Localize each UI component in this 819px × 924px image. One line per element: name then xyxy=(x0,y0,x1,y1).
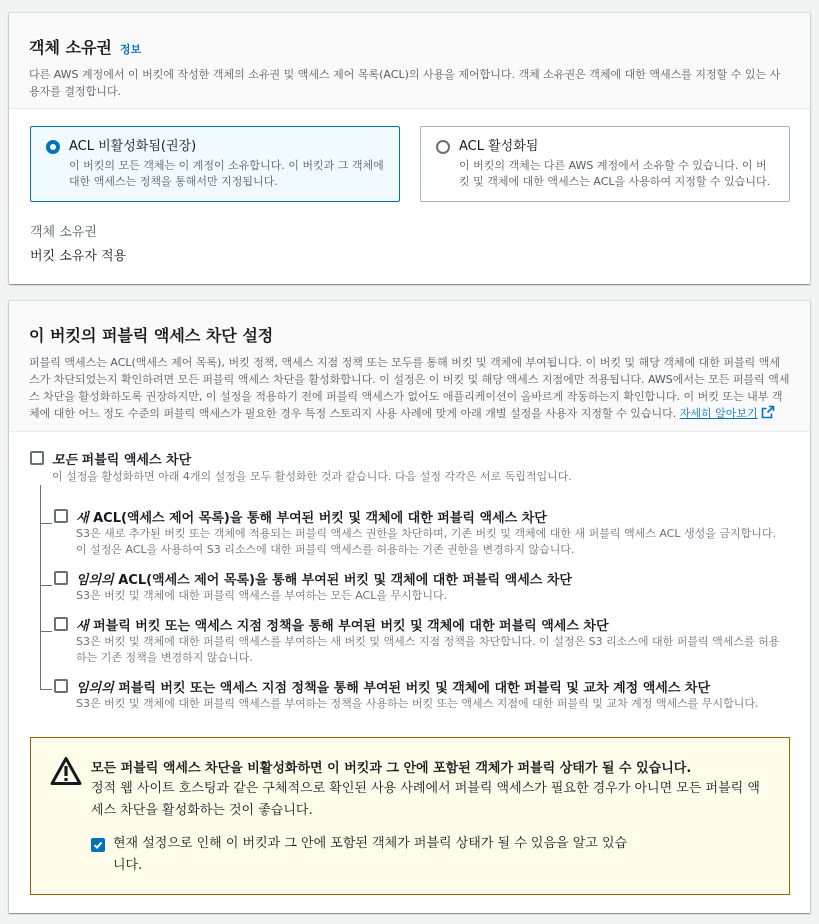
block-new-acls-title-em: 새 xyxy=(76,511,89,526)
block-new-policies-title-em: 새 xyxy=(76,619,89,634)
options-tree-line xyxy=(40,485,41,689)
block-new-policies-title-rest: 퍼블릭 버킷 또는 액세스 지점 정책을 통해 부여된 버킷 및 객체에 대한 퍼블릭 액세스 차단 xyxy=(88,619,609,634)
acl-enabled-radio[interactable] xyxy=(436,140,450,154)
acl-disabled-radio[interactable] xyxy=(46,140,60,154)
block-any-acls-title-rest: ACL(액세스 제어 목록)을 통해 부여된 버킷 및 객체에 대한 퍼블릭 액세스 차단 xyxy=(113,573,572,588)
block-any-policies-title-rest: 퍼블릭 버킷 또는 액세스 지점 정책을 통해 부여된 버킷 및 객체에 대한 퍼블릭 및 교차 계정 액세스 차단 xyxy=(113,681,711,696)
block-public-access-title: 이 버킷의 퍼블릭 액세스 차단 설정 xyxy=(29,326,274,345)
warning-description: 정적 웹 사이트 호스팅과 같은 구체적으로 확인된 사용 사례에서 퍼블릭 액세스가 필요한 경우가 아니면 모든 퍼블릭 액세스 차단을 활성화하는 것이 좋습니다. xyxy=(91,781,760,818)
acl-enabled-description: 이 버킷의 객체는 다른 AWS 계정에서 소유할 수 있습니다. 이 버킷 및 객체에 대한 액세스는 ACL을 사용하여 지정할 수 있습니다. xyxy=(459,159,771,188)
acl-enabled-label: ACL 활성화됨 xyxy=(459,139,539,154)
block-all-title-em: 모든 xyxy=(52,453,78,468)
warning-triangle-icon xyxy=(50,756,82,790)
block-any-acls-title xyxy=(76,569,572,588)
block-all-description: 이 설정을 활성화하면 아래 4개의 설정을 모두 활성화한 것과 같습니다. 다음 설정 각각은 서로 독립적입니다. xyxy=(52,470,572,483)
block-public-access-description xyxy=(29,354,790,424)
block-new-policies-title xyxy=(76,615,609,634)
block-public-access-description-text: 퍼블릭 액세스는 ACL(액세스 제어 목록), 버킷 정책, 액세스 지점 정책 또는 모두를 통해 버킷 및 객체에 부여됩니다. 이 버킷 및 해당 객체에 대한 퍼블릭 액세스가 차단되었는지 확인하려면 모든 퍼블릭 액세스 차단을 활성화합니다. 이 설정은 이 버킷 및 해당 액세스 지점에만 적용됩니다. AWS에서는 모든 퍼블릭 액세스 차단을 활성화하도록 권장하지만, 이 설정을 적용하기 전에 퍼블릭 액세스가 없어도 애플리케이션이 올바르게 작동하는지 확인합니다. 이 버킷 또는 내부 객체에 대한 어느 정도 수준의 퍼블릭 액세스가 필요한 경우 특정 스토리지 사용 사례에 맞게 아래 개별 설정을 사용자 지정할 수 있습니다. xyxy=(29,356,790,420)
object-ownership-header xyxy=(9,13,810,109)
block-any-policies-description: S3은 버킷 및 객체에 대한 퍼블릭 액세스를 부여하는 정책을 사용하는 버킷 또는 액세스 지점에 대한 퍼블릭 및 교차 계정 액세스를 무시합니다. xyxy=(76,697,759,710)
acl-disabled-tile[interactable] xyxy=(30,126,400,202)
external-link-icon[interactable] xyxy=(761,405,775,424)
object-ownership-field-label: 객체 소유권 xyxy=(30,225,97,240)
check-icon xyxy=(93,840,103,850)
warning-title: 모든 퍼블릭 액세스 차단을 비활성화하면 이 버킷과 그 안에 포함된 객체가 퍼블릭 상태가 될 수 있습니다. xyxy=(91,761,692,776)
block-new-acls-title xyxy=(76,507,547,526)
block-all-title-rest: 퍼블릭 액세스 차단 xyxy=(77,453,192,468)
tree-branch-3 xyxy=(40,631,52,632)
block-new-policies-checkbox[interactable] xyxy=(54,617,68,631)
acl-enabled-tile[interactable] xyxy=(420,126,790,202)
acl-disabled-label: ACL 비활성화됨(권장) xyxy=(69,139,197,154)
acknowledge-label[interactable]: 현재 설정으로 인해 이 버킷과 그 안에 포함된 객체가 퍼블릭 상태가 될 수 있음을 알고 있습니다. xyxy=(113,836,628,873)
block-public-access-panel xyxy=(9,300,810,913)
object-ownership-field-value: 버킷 소유자 적용 xyxy=(30,249,127,264)
block-new-policies-description: S3은 버킷 및 객체에 대한 퍼블릭 액세스를 부여하는 새 버킷 및 액세스 지점 정책을 차단합니다. 이 설정은 S3 리소스에 대한 퍼블릭 액세스를 허용하는 기존 정책을 변경하지 않습니다. xyxy=(76,635,780,664)
object-ownership-title: 객체 소유권 xyxy=(29,38,112,57)
block-public-access-header xyxy=(9,301,810,432)
tree-branch-2 xyxy=(40,585,52,586)
block-any-acls-title-em: 임의의 xyxy=(76,573,114,588)
acl-disabled-description: 이 버킷의 모든 객체는 이 계정이 소유합니다. 이 버킷과 그 객체에 대한 액세스는 정책을 통해서만 지정됩니다. xyxy=(69,159,384,188)
block-new-acls-title-rest: ACL(액세스 제어 목록)을 통해 부여된 버킷 및 객체에 대한 퍼블릭 액세스 차단 xyxy=(88,511,547,526)
block-any-policies-checkbox[interactable] xyxy=(54,679,68,693)
acknowledge-checkbox[interactable] xyxy=(91,838,105,852)
block-new-acls-checkbox[interactable] xyxy=(54,509,68,523)
block-any-acls-description: S3은 버킷 및 객체에 대한 퍼블릭 액세스를 부여하는 모든 ACL을 무시합니다. xyxy=(76,589,448,602)
public-access-warning-alert xyxy=(30,737,790,895)
tree-branch-4 xyxy=(40,689,52,690)
block-any-policies-title xyxy=(76,677,710,696)
object-ownership-description: 다른 AWS 계정에서 이 버킷에 작성한 객체의 소유권 및 액세스 제어 목록(ACL)의 사용을 제어합니다. 객체 소유권은 객체에 대한 액세스를 지정할 수 있는 사용자를 결정합니다. xyxy=(29,68,781,98)
block-any-policies-title-em: 임의의 xyxy=(76,681,114,696)
learn-more-link[interactable]: 자세히 알아보기 xyxy=(679,407,758,420)
block-all-checkbox[interactable] xyxy=(30,451,44,465)
block-any-acls-checkbox[interactable] xyxy=(54,571,68,585)
info-link[interactable]: 정보 xyxy=(119,43,142,56)
block-new-acls-description: S3은 새로 추가된 버킷 또는 객체에 적용되는 퍼블릭 액세스 권한을 차단하며, 기존 버킷 및 객체에 대한 새 퍼블릭 액세스 ACL 생성을 금지합니다. 이 설정은 ACL을 사용하여 S3 리소스에 대한 퍼블릭 액세스를 허용하는 기존 권한을 변경하지 않습니다. xyxy=(76,527,776,556)
block-all-title xyxy=(52,449,191,468)
tree-branch-1 xyxy=(40,523,52,524)
object-ownership-panel xyxy=(9,12,810,284)
